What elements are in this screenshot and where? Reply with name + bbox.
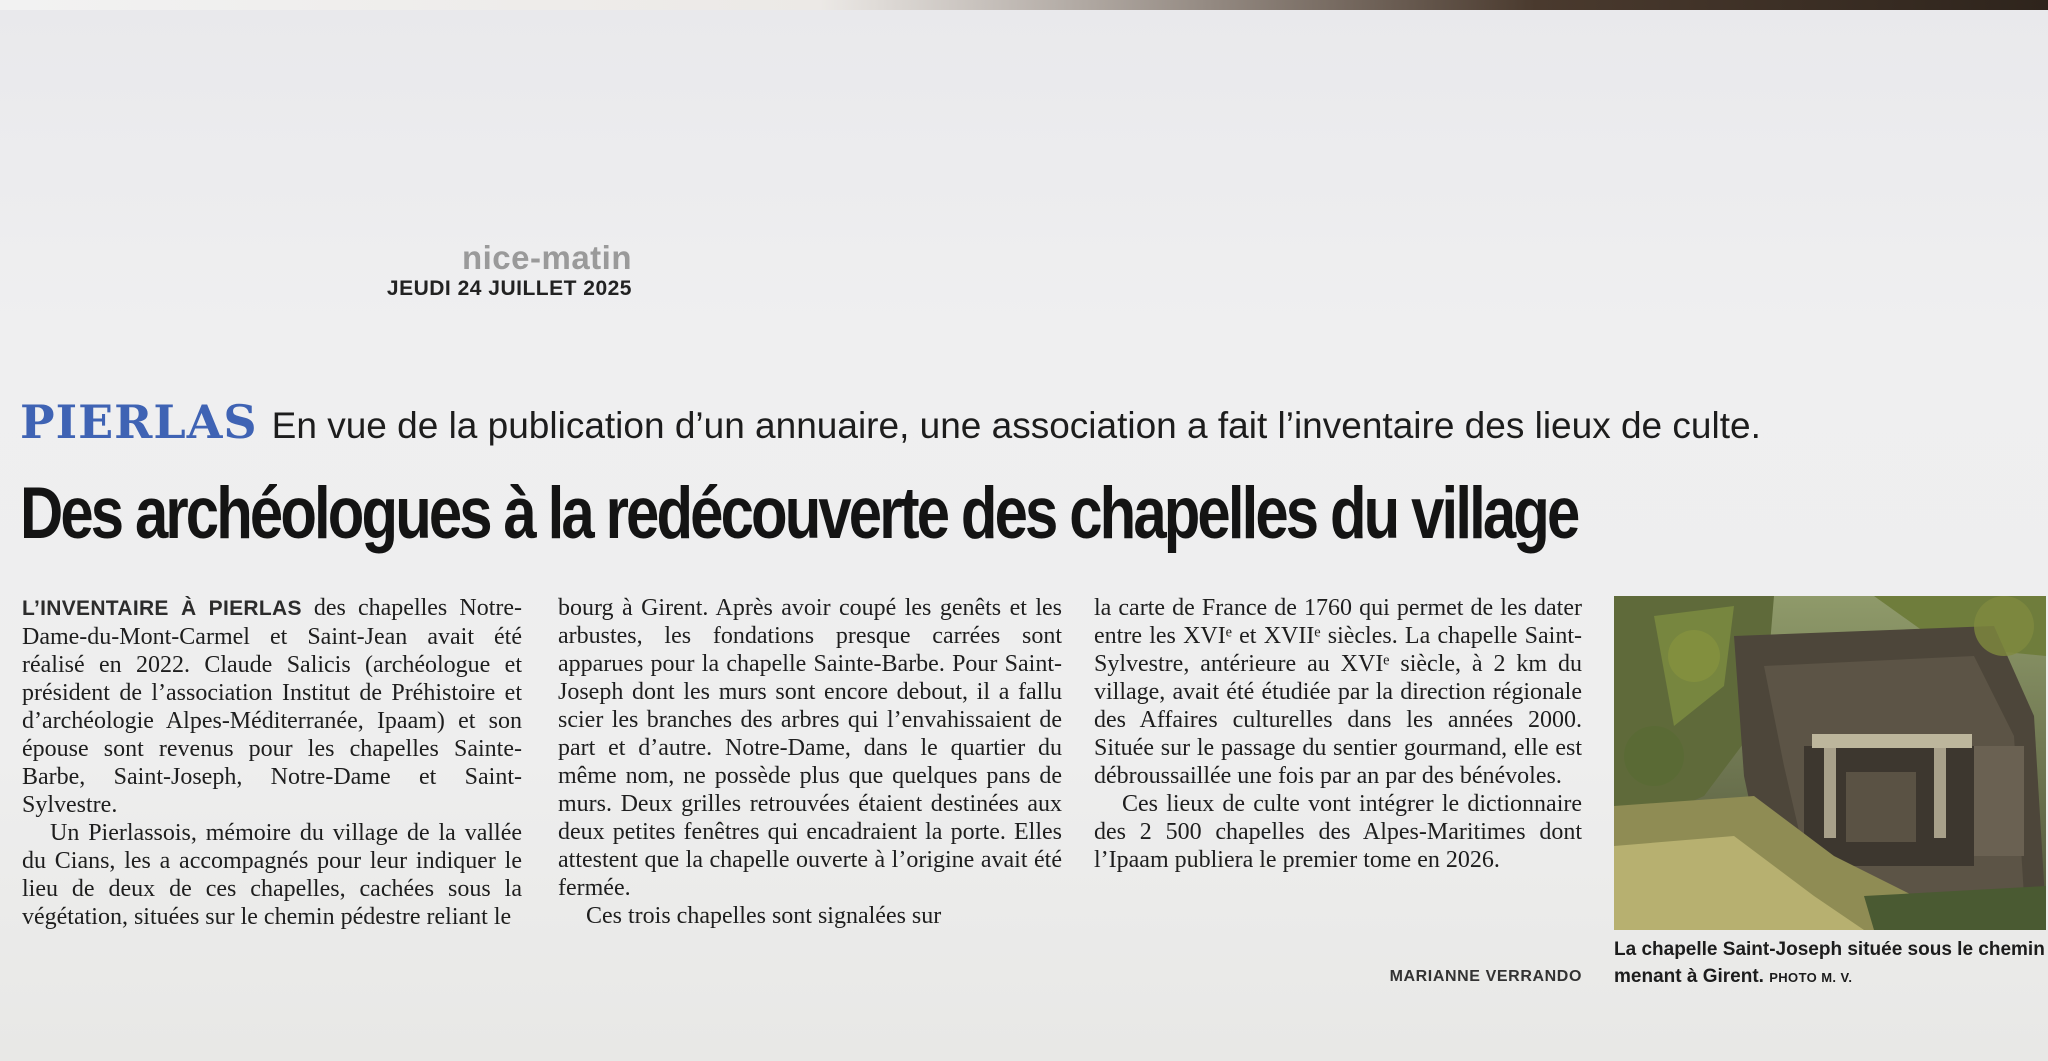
paragraph-2: Un Pierlassois, mémoire du village de la vallée du Cians, les a accompagnés pour leur indiquer le lieu de deux de ces chapelles, cachées sous la végétation, situées sur le chemin pédestre reliant le <box>22 820 522 930</box>
byline: MARIANNE VERRANDO <box>1389 968 1582 985</box>
kicker-place: PIERLAS <box>20 395 258 449</box>
kicker-text: En vue de la publication d’un annuaire, une association a fait l’inventaire des lieux de culte. <box>271 405 1761 446</box>
lead-in: L’INVENTAIRE À PIERLAS <box>22 597 302 620</box>
headline: Des archéologues à la redécouverte des chapelles du village <box>20 473 1578 554</box>
photo-credit: PHOTO M. V. <box>1769 970 1853 985</box>
paragraph-1: des chapelles Notre-Dame-du-Mont-Carmel et Saint-Jean avait été réalisé en 2022. Claude Salicis (archéologue et président de l’association Institut de Préhistoire et d’archéologie Alpes-Méditerranée, Ipaam) et son épouse sont revenus pour les chapelles Sainte-Barbe, Saint-Joseph, Notre-Dame et Saint-Sylvestre. <box>22 595 523 818</box>
paragraph-3-continued: la carte de France de 1760 qui permet de les dater entre les XVIᵉ et XVIIᵉ siècles. La chapelle Saint-Sylvestre, antérieure au XVIᵉ siècle, à 2 km du village, avait été étudiée par la direction régionale des Affaires culturelles dans les années 2000. Située sur le passage du sentier gourmand, elle est débroussaillée une fois par an par des bénévoles. <box>1094 595 1582 789</box>
article-column-1 <box>22 594 522 931</box>
article-column-2 <box>558 594 1062 930</box>
chapel-photo <box>1614 596 2046 930</box>
masthead <box>320 240 632 302</box>
publication-date: JEUDI 24 JUILLET 2025 <box>386 277 632 300</box>
kicker <box>20 396 1761 460</box>
caption-text: La chapelle Saint-Joseph située sous le chemin menant à Girent. <box>1614 939 2045 987</box>
paragraph-4: Ces lieux de culte vont intégrer le dictionnaire des 2 500 chapelles des Alpes-Maritimes dont l’Ipaam publiera le premier tome en 2026. <box>1094 791 1582 873</box>
article-column-3 <box>1094 594 1582 874</box>
publication-name: nice-matin <box>461 239 632 276</box>
paragraph-3: Ces trois chapelles sont signalées sur <box>586 903 942 929</box>
photo-caption <box>1614 936 2046 991</box>
paragraph-2-continued: bourg à Girent. Après avoir coupé les genêts et les arbustes, les fondations presque carrées sont apparues pour la chapelle Sainte-Barbe. Pour Saint-Joseph dont les murs sont encore debout, il a fallu scier les branches des arbres qui l’envahissaient de part et d’autre. Notre-Dame, dans le quartier du même nom, ne possède plus que quelques pans de murs. Deux grilles retrouvées étaient destinées aux deux petites fenêtres qui encadraient la porte. Elles attestent que la chapelle ouverte à l’origine avait été fermée. <box>558 595 1062 901</box>
chapel-ruin-image <box>1614 596 2046 930</box>
